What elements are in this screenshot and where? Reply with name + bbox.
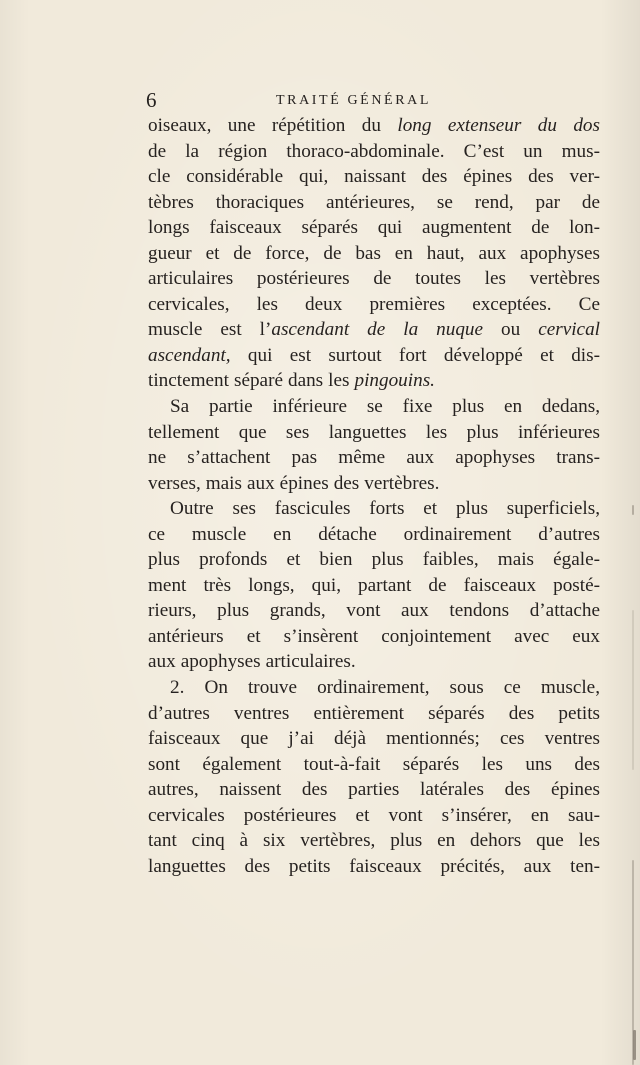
- text-line: de la région thoraco-abdominale. C’est un mus-: [148, 140, 600, 162]
- page-edge-mark: [632, 505, 634, 515]
- paragraph-start-line: Sa partie inférieure se fixe plus en dedans,: [170, 396, 600, 418]
- text-line: gueur et de force, de bas en haut, aux apophyses: [148, 242, 600, 264]
- text-line: antérieurs et s’insèrent conjointement avec eux: [148, 625, 600, 647]
- text-line: cervicales postérieures et vont s’insérer, en sau-: [148, 804, 600, 826]
- text-line: tèbres thoraciques antérieures, se rend, par de: [148, 191, 600, 213]
- text-line: plus profonds et bien plus faibles, mais égale-: [148, 549, 600, 571]
- body-text: [148, 113, 600, 879]
- text-line: languettes des petits faisceaux précités, aux ten-: [148, 855, 600, 877]
- paragraph-start-line: 2. On trouve ordinairement, sous ce muscle,: [170, 677, 600, 699]
- text-line: muscle est l’ascendant de la nuque ou cervical: [148, 319, 600, 341]
- text-line: ment très longs, qui, partant de faisceaux posté-: [148, 574, 600, 596]
- text-line: rieurs, plus grands, vont aux tendons d’attache: [148, 600, 600, 622]
- text-line: ce muscle en détache ordinairement d’autres: [148, 523, 600, 545]
- text-line: cervicales, les deux premières exceptées. Ce: [148, 293, 600, 315]
- text-line: faisceaux que j’ai déjà mentionnés; ces ventres: [148, 728, 600, 750]
- text-line: ascendant, qui est surtout fort développé et dis-: [148, 344, 600, 366]
- text-line: longs faisceaux séparés qui augmentent de lon-: [148, 217, 600, 239]
- text-line: tant cinq à six vertèbres, plus en dehors que les: [148, 830, 600, 852]
- page-number: 6: [146, 88, 157, 112]
- paragraph-start-line: Outre ses fascicules forts et plus superficiels,: [170, 498, 600, 520]
- page-edge-shadow: [632, 610, 634, 770]
- text-line: sont également tout-à-fait séparés les uns des: [148, 753, 600, 775]
- text-line: cle considérable qui, naissant des épines des ver-: [148, 166, 600, 188]
- text-line: d’autres ventres entièrement séparés des petits: [148, 702, 600, 724]
- text-line: tinctement séparé dans les pingouins.: [148, 370, 435, 392]
- text-line: tellement que ses languettes les plus inférieures: [148, 421, 600, 443]
- running-title: TRAITÉ GÉNÉRAL: [276, 93, 431, 108]
- text-line: autres, naissent des parties latérales des épines: [148, 779, 600, 801]
- text-line: verses, mais aux épines des vertèbres.: [148, 472, 440, 494]
- text-line: oiseaux, une répétition du long extenseur du dos: [148, 115, 600, 136]
- text-line: articulaires postérieures de toutes les vertèbres: [148, 268, 600, 290]
- page-edge-mark: [633, 1030, 636, 1060]
- text-line: ne s’attachent pas même aux apophyses trans-: [148, 447, 600, 469]
- text-line: aux apophyses articulaires.: [148, 651, 356, 673]
- running-head: [146, 89, 566, 111]
